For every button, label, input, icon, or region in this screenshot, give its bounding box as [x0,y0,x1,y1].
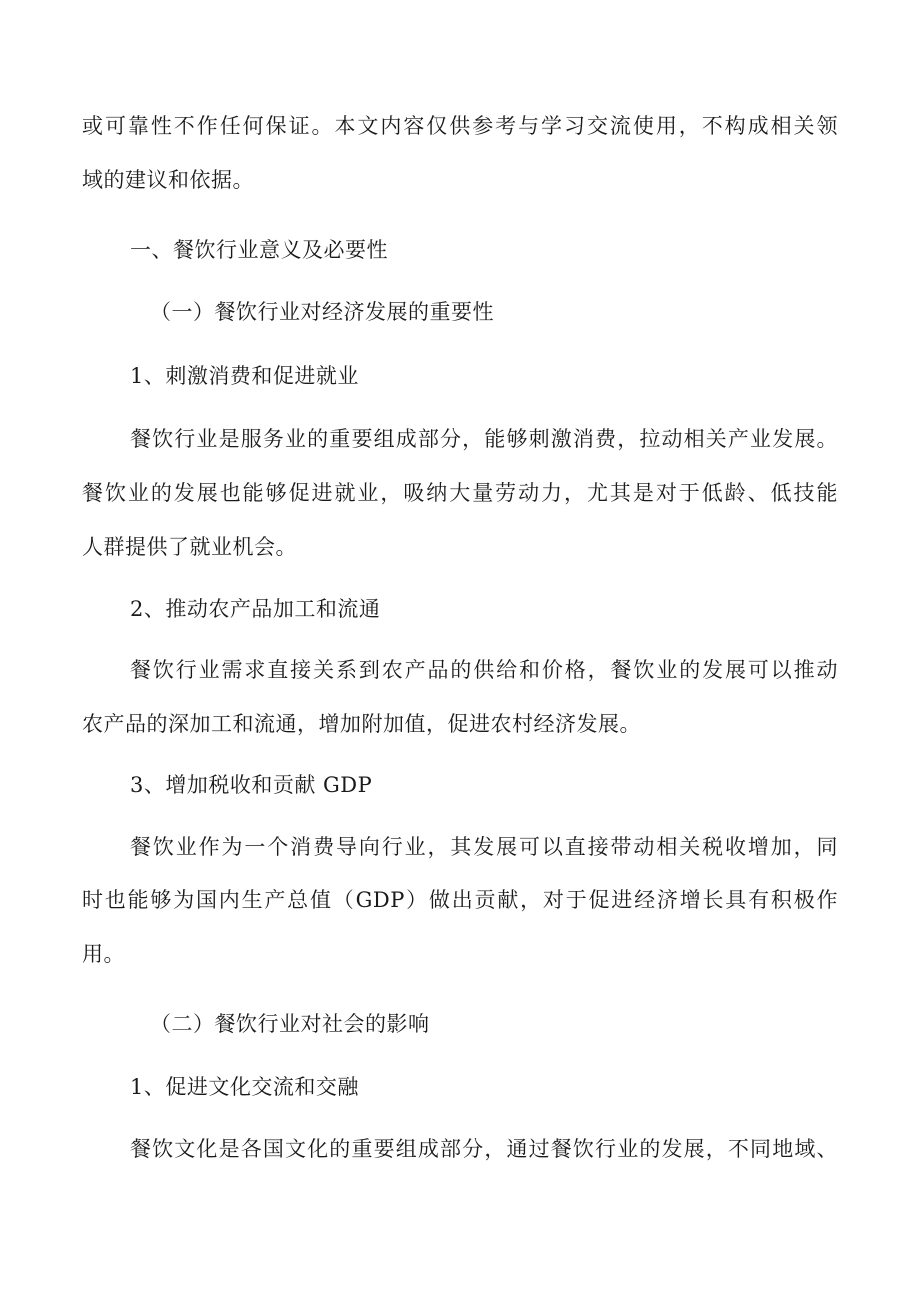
paragraph-line: 餐饮业作为一个消费导向行业，其发展可以直接带动相关税收增加，同 [130,835,838,859]
paragraph-line: 餐饮业的发展也能够促进就业，吸纳大量劳动力，尤其是对于低龄、低技能 [82,481,838,505]
item-heading: 1、刺激消费和促进就业 [130,364,359,388]
subsection-heading: （二）餐饮行业对社会的影响 [150,1012,430,1036]
paragraph-line: 农产品的深加工和流通，增加附加值，促进农村经济发展。 [82,712,641,736]
item-heading: 1、促进文化交流和交融 [130,1075,359,1099]
subsection-heading: （一）餐饮行业对经济发展的重要性 [150,300,494,324]
section-heading: 一、餐饮行业意义及必要性 [130,238,388,262]
paragraph-line: 或可靠性不作任何保证。本文内容仅供参考与学习交流使用，不构成相关领 [82,114,838,138]
item-heading: 2、推动农产品加工和流通 [130,597,381,621]
paragraph-line: 人群提供了就业机会。 [82,535,297,559]
paragraph-line: 餐饮行业是服务业的重要组成部分，能够刺激消费，拉动相关产业发展。 [130,427,838,451]
paragraph-line: 域的建议和依据。 [82,168,254,192]
item-heading: 3、增加税收和贡献 GDP [130,773,373,797]
paragraph-line: 时也能够为国内生产总值（GDP）做出贡献，对于促进经济增长具有积极作 [82,888,838,912]
paragraph-line: 餐饮文化是各国文化的重要组成部分，通过餐饮行业的发展，不同地域、 [130,1137,838,1161]
paragraph-line: 用。 [82,942,125,966]
paragraph-line: 餐饮行业需求直接关系到农产品的供给和价格，餐饮业的发展可以推动 [130,658,838,682]
